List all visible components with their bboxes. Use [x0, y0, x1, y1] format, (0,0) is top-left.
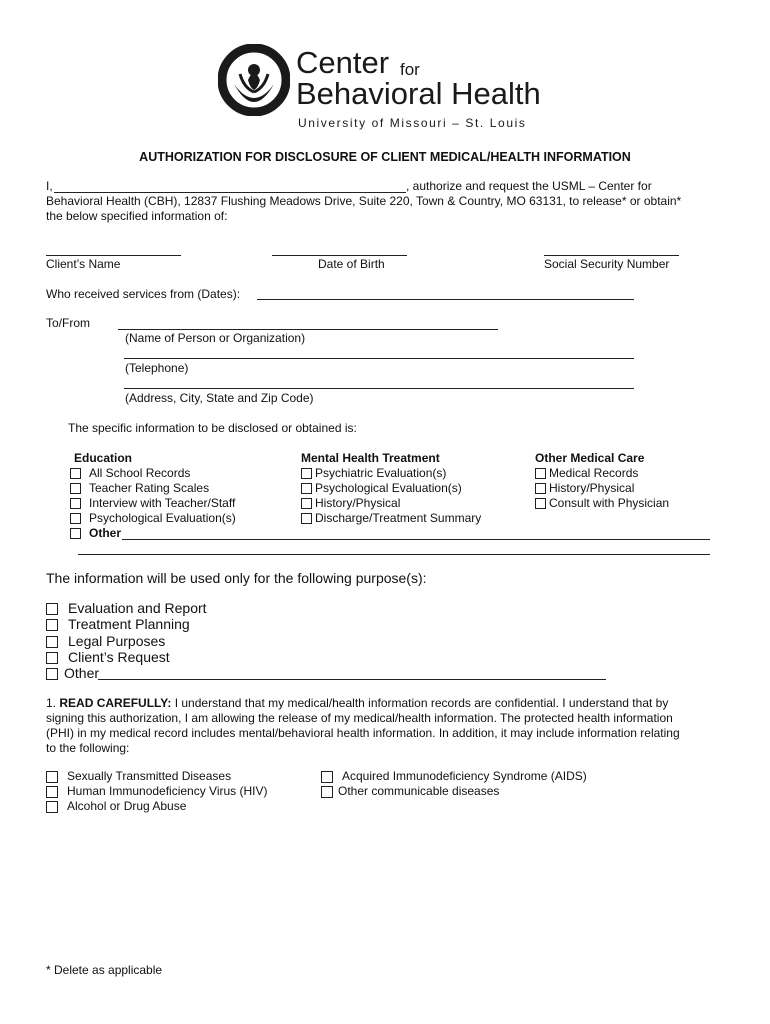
read-carefully-line3: (PHI) in my medical record includes mental/behavioral health information. In addition, it may include information relating — [46, 726, 680, 740]
checkbox-label: All School Records — [89, 466, 191, 480]
checkbox[interactable] — [535, 468, 546, 479]
checkbox-label: Alcohol or Drug Abuse — [67, 799, 187, 813]
checkbox-label: Sexually Transmitted Diseases — [67, 769, 232, 783]
checkbox-label: Consult with Physician — [549, 496, 670, 510]
read-carefully-paragraph — [46, 696, 736, 758]
checkbox-label: History/Physical — [315, 496, 401, 510]
checkbox[interactable] — [70, 513, 81, 524]
education-heading: Education — [74, 451, 133, 465]
checkbox-label: Psychological Evaluation(s) — [315, 481, 462, 495]
services-dates-field[interactable] — [257, 299, 634, 300]
checkbox-label: Human Immunodeficiency Virus (HIV) — [67, 784, 268, 798]
checkbox-label: Client’s Request — [68, 649, 170, 665]
address-label: (Address, City, State and Zip Code) — [125, 391, 314, 405]
checkbox[interactable] — [46, 603, 58, 615]
cbh-logo-icon — [218, 44, 290, 116]
checkbox-label: Teacher Rating Scales — [89, 481, 210, 495]
checkbox-label: Treatment Planning — [68, 616, 190, 632]
person-label: (Name of Person or Organization) — [125, 331, 306, 345]
form-title: AUTHORIZATION FOR DISCLOSURE OF CLIENT MEDICAL/HEALTH INFORMATION — [139, 150, 631, 164]
footnote: * Delete as applicable — [46, 963, 163, 977]
checkbox[interactable] — [46, 619, 58, 631]
education-other-field-2[interactable] — [78, 554, 710, 555]
checkbox[interactable] — [301, 513, 312, 524]
checkbox[interactable] — [70, 528, 81, 539]
ssn-field[interactable] — [544, 255, 679, 256]
read-carefully-label: READ CAREFULLY: — [59, 696, 172, 710]
checkbox[interactable] — [46, 668, 58, 680]
mental-health-heading: Mental Health Treatment — [301, 451, 440, 465]
client-name-label: Client’s Name — [46, 257, 121, 271]
checkbox-label: Evaluation and Report — [68, 600, 207, 616]
checkbox-label: Psychiatric Evaluation(s) — [315, 466, 447, 480]
intro-line2: Behavioral Health (CBH), 12837 Flushing Meadows Drive, Suite 220, Town & Country, MO 63131, to release* or obtain* — [46, 194, 682, 208]
to-from-label: To/From — [46, 316, 91, 330]
conditions-right-list — [321, 769, 621, 801]
checkbox[interactable] — [70, 498, 81, 509]
checkbox-label: History/Physical — [549, 481, 635, 495]
checkbox[interactable] — [321, 771, 333, 783]
checkbox-label: Other communicable diseases — [338, 784, 500, 798]
checkbox-label: Discharge/Treatment Summary — [315, 511, 482, 525]
read-carefully-text1: I understand that my medical/health information records are confidential. I understand that by — [174, 696, 669, 710]
other-medical-heading: Other Medical Care — [535, 451, 645, 465]
checkbox[interactable] — [535, 483, 546, 494]
intro-prefix: I, — [46, 179, 53, 193]
telephone-field[interactable] — [124, 358, 634, 359]
dob-field[interactable] — [272, 255, 407, 256]
checkbox-label: Medical Records — [549, 466, 639, 480]
checkbox[interactable] — [301, 483, 312, 494]
checkbox[interactable] — [46, 636, 58, 648]
checkbox[interactable] — [70, 468, 81, 479]
purpose-other-label: Other — [64, 665, 100, 681]
read-carefully-line1 — [46, 696, 668, 711]
checkbox[interactable] — [301, 468, 312, 479]
read-carefully-line2: signing this authorization, I am allowing the release of my medical/health information. The protected health information — [46, 711, 673, 725]
checkbox-label: Interview with Teacher/Staff — [89, 496, 236, 510]
telephone-label: (Telephone) — [125, 361, 189, 375]
logo — [218, 44, 558, 134]
purpose-list — [46, 600, 346, 682]
purpose-other-field[interactable] — [98, 679, 606, 680]
read-carefully-line4: to the following: — [46, 741, 130, 755]
checkbox[interactable] — [301, 498, 312, 509]
logo-university: University of Missouri – St. Louis — [298, 116, 527, 130]
conditions-left-list — [46, 769, 316, 817]
checkbox-label: Legal Purposes — [68, 633, 166, 649]
name-input-line[interactable] — [54, 192, 406, 193]
mental-health-list — [301, 466, 521, 530]
person-field[interactable] — [118, 329, 498, 330]
intro-line1-suffix: , authorize and request the USML – Center for — [406, 179, 652, 193]
other-medical-list — [535, 466, 715, 514]
checkbox-label: Acquired Immunodeficiency Syndrome (AIDS) — [342, 769, 587, 783]
dob-label: Date of Birth — [318, 257, 385, 271]
checkbox[interactable] — [46, 801, 58, 813]
services-label: Who received services from (Dates): — [46, 287, 241, 301]
logo-behavioral-health: Behavioral Health — [296, 76, 541, 111]
checkbox[interactable] — [535, 498, 546, 509]
logo-center: Center — [296, 45, 390, 80]
education-other-label: Other — [89, 526, 122, 540]
clause-number: 1. — [46, 696, 57, 710]
checkbox[interactable] — [321, 786, 333, 798]
client-name-field[interactable] — [46, 255, 181, 256]
checkbox[interactable] — [46, 786, 58, 798]
checkbox-label: Psychological Evaluation(s) — [89, 511, 236, 525]
checkbox[interactable] — [70, 483, 81, 494]
intro-line3: the below specified information of: — [46, 209, 228, 223]
address-field[interactable] — [124, 388, 634, 389]
checkbox[interactable] — [46, 771, 58, 783]
education-list — [68, 466, 268, 556]
education-other-field[interactable] — [122, 539, 710, 540]
checkbox[interactable] — [46, 652, 58, 664]
specific-info-label: The specific information to be disclosed or obtained is: — [68, 421, 357, 435]
ssn-label: Social Security Number — [544, 257, 670, 271]
purpose-heading: The information will be used only for the following purpose(s): — [46, 570, 427, 586]
logo-for: for — [400, 60, 420, 79]
